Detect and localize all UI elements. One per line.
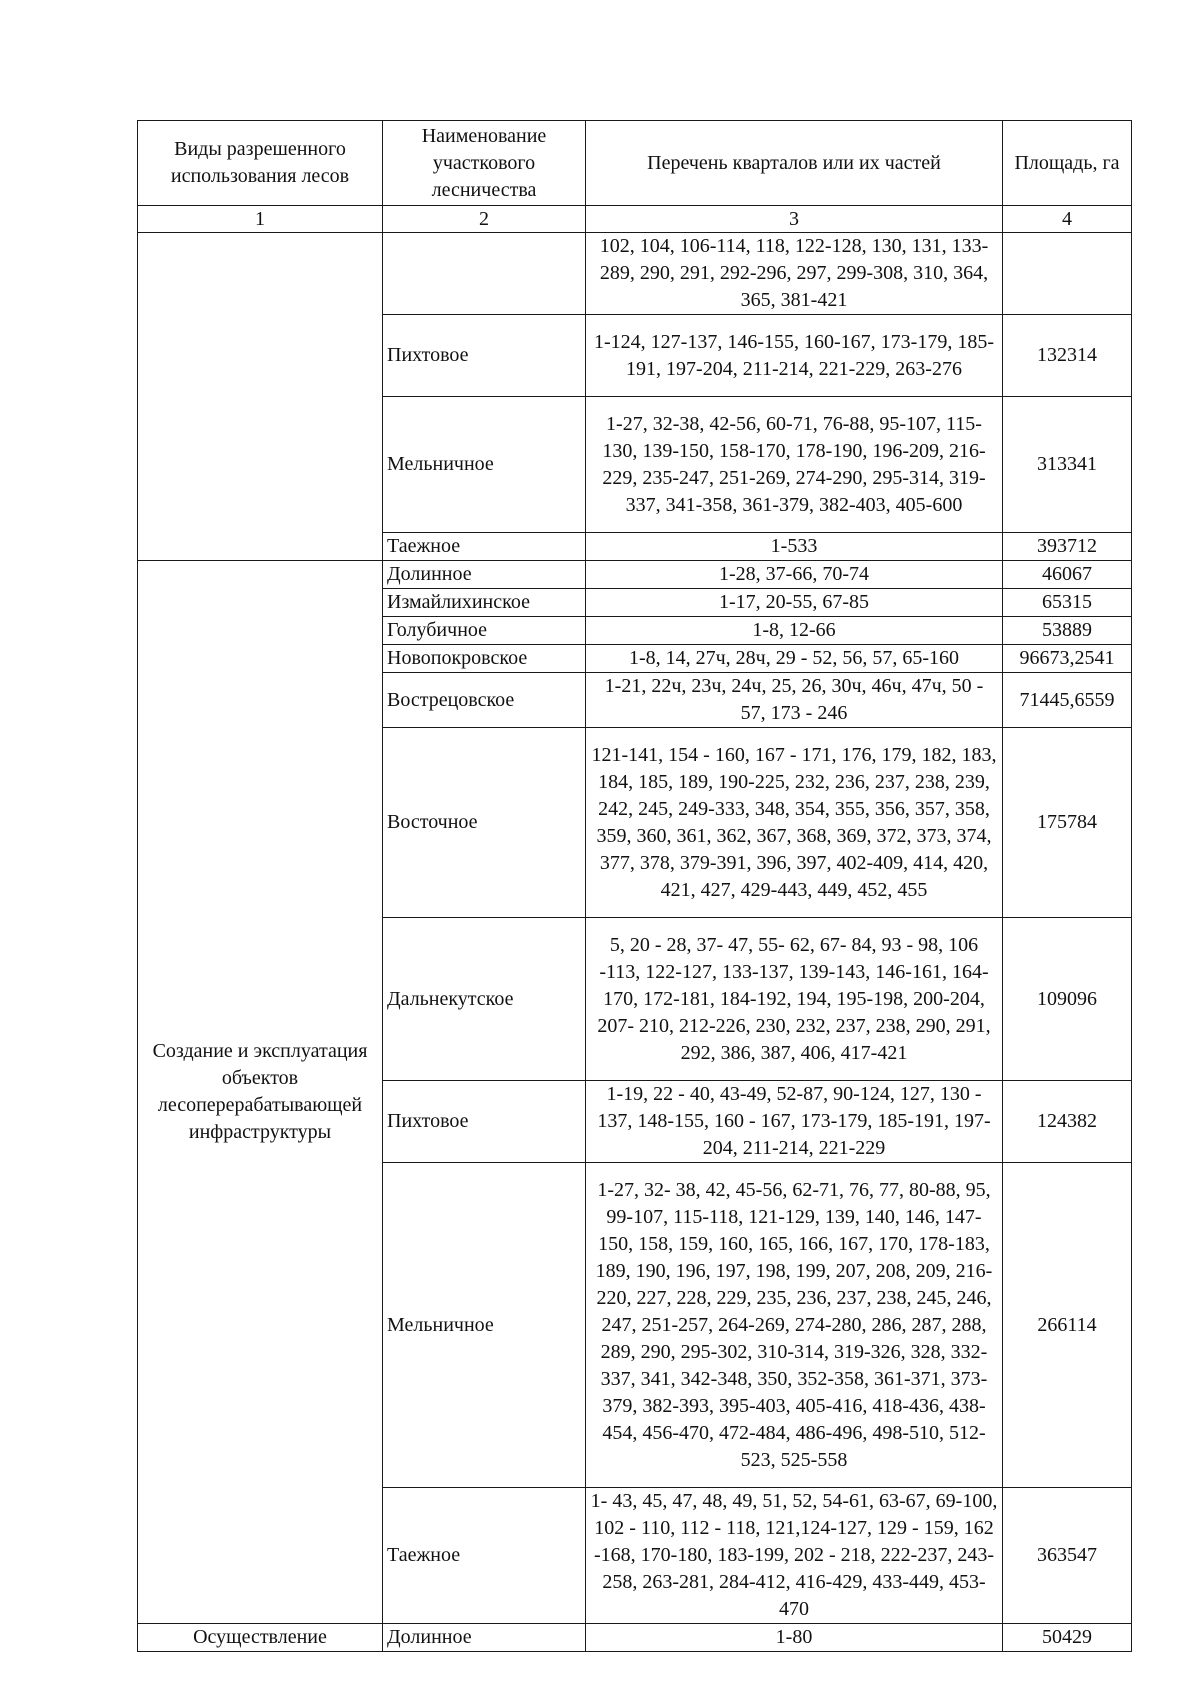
area-cell: 132314 <box>1003 315 1132 397</box>
district-cell: Мельничное <box>383 1163 586 1488</box>
area-cell <box>1003 233 1132 315</box>
quarters-cell: 1- 43, 45, 47, 48, 49, 51, 52, 54-61, 63-67, 69-100, 102 - 110, 112 - 118, 121,124-127, 129 - 159, 162 -168, 170-180, 183-199, 202 - 218, 222-237, 243-258, 263-281, 284-412, 416-429, 433-449, 453-470 <box>586 1488 1003 1624</box>
column-number: 1 <box>138 206 383 233</box>
column-number-row <box>138 206 1132 233</box>
quarters-cell: 1-21, 22ч, 23ч, 24ч, 25, 26, 30ч, 46ч, 47ч, 50 - 57, 173 - 246 <box>586 673 1003 728</box>
quarters-cell: 121-141, 154 - 160, 167 - 171, 176, 179, 182, 183, 184, 185, 189, 190-225, 232, 236, 237, 238, 239, 242, 245, 249-333, 348, 354, 355, 356, 357, 358, 359, 360, 361, 362, 367, 368, 369, 372, 373, 374, 377, 378, 379-391, 396, 397, 402-409, 414, 420, 421, 427, 429-443, 449, 452, 455 <box>586 728 1003 918</box>
area-cell: 71445,6559 <box>1003 673 1132 728</box>
column-number: 3 <box>586 206 1003 233</box>
quarters-cell: 1-27, 32-38, 42-56, 60-71, 76-88, 95-107, 115-130, 139-150, 158-170, 178-190, 196-209, 216-229, 235-247, 251-269, 274-290, 295-314, 319-337, 341-358, 361-379, 382-403, 405-600 <box>586 397 1003 533</box>
area-cell: 65315 <box>1003 589 1132 617</box>
district-cell: Измайлихинское <box>383 589 586 617</box>
header-district-name: Наименование участкового лесничества <box>383 121 586 206</box>
quarters-cell: 1-8, 12-66 <box>586 617 1003 645</box>
quarters-cell: 1-28, 37-66, 70-74 <box>586 561 1003 589</box>
usage-category-cell: Осуществление <box>138 1624 383 1652</box>
area-cell: 175784 <box>1003 728 1132 918</box>
district-cell: Мельничное <box>383 397 586 533</box>
district-cell: Дальнекутское <box>383 918 586 1081</box>
quarters-cell: 5, 20 - 28, 37- 47, 55- 62, 67- 84, 93 - 98, 106 -113, 122-127, 133-137, 139-143, 146-161, 164-170, 172-181, 184-192, 194, 195-198, 200-204, 207- 210, 212-226, 230, 232, 237, 238, 290, 291, 292, 386, 387, 406, 417-421 <box>586 918 1003 1081</box>
area-cell: 363547 <box>1003 1488 1132 1624</box>
area-cell: 109096 <box>1003 918 1132 1081</box>
quarters-cell: 1-19, 22 - 40, 43-49, 52-87, 90-124, 127, 130 - 137, 148-155, 160 - 167, 173-179, 185-191, 197-204, 211-214, 221-229 <box>586 1081 1003 1163</box>
area-cell: 266114 <box>1003 1163 1132 1488</box>
area-cell: 393712 <box>1003 533 1132 561</box>
area-cell: 53889 <box>1003 617 1132 645</box>
district-cell: Пихтовое <box>383 1081 586 1163</box>
district-cell <box>383 233 586 315</box>
district-cell: Голубичное <box>383 617 586 645</box>
quarters-cell: 1-533 <box>586 533 1003 561</box>
area-cell: 124382 <box>1003 1081 1132 1163</box>
header-usage-types: Виды разрешенного использования лесов <box>138 121 383 206</box>
area-cell: 50429 <box>1003 1624 1132 1652</box>
quarters-cell: 1-17, 20-55, 67-85 <box>586 589 1003 617</box>
header-quarters-list: Перечень кварталов или их частей <box>586 121 1003 206</box>
area-cell: 96673,2541 <box>1003 645 1132 673</box>
table-row <box>138 233 1132 315</box>
quarters-cell: 1-80 <box>586 1624 1003 1652</box>
header-row <box>138 121 1132 206</box>
area-cell: 313341 <box>1003 397 1132 533</box>
usage-category-cell: Создание и эксплуатация объектов лесоперерабатывающей инфраструктуры <box>138 561 383 1624</box>
quarters-cell: 1-124, 127-137, 146-155, 160-167, 173-179, 185-191, 197-204, 211-214, 221-229, 263-276 <box>586 315 1003 397</box>
district-cell: Долинное <box>383 561 586 589</box>
district-cell: Таежное <box>383 533 586 561</box>
usage-category-cell <box>138 233 383 561</box>
forest-quarters-table <box>137 120 1132 1652</box>
table-row <box>138 1624 1132 1652</box>
district-cell: Долинное <box>383 1624 586 1652</box>
quarters-cell: 1-27, 32- 38, 42, 45-56, 62-71, 76, 77, 80-88, 95, 99-107, 115-118, 121-129, 139, 140, 146, 147-150, 158, 159, 160, 165, 166, 167, 170, 178-183, 189, 190, 196, 197, 198, 199, 207, 208, 209, 216-220, 227, 228, 229, 235, 236, 237, 238, 245, 246, 247, 251-257, 264-269, 274-280, 286, 287, 288, 289, 290, 295-302, 310-314, 319-326, 328, 332-337, 341, 342-348, 350, 352-358, 361-371, 373-379, 382-393, 395-403, 405-416, 418-436, 438-454, 456-470, 472-484, 486-496, 498-510, 512-523, 525-558 <box>586 1163 1003 1488</box>
header-area: Площадь, га <box>1003 121 1132 206</box>
district-cell: Таежное <box>383 1488 586 1624</box>
district-cell: Восточное <box>383 728 586 918</box>
column-number: 2 <box>383 206 586 233</box>
quarters-cell: 1-8, 14, 27ч, 28ч, 29 - 52, 56, 57, 65-160 <box>586 645 1003 673</box>
district-cell: Вострецовское <box>383 673 586 728</box>
column-number: 4 <box>1003 206 1132 233</box>
area-cell: 46067 <box>1003 561 1132 589</box>
quarters-cell: 102, 104, 106-114, 118, 122-128, 130, 131, 133-289, 290, 291, 292-296, 297, 299-308, 310, 364, 365, 381-421 <box>586 233 1003 315</box>
district-cell: Пихтовое <box>383 315 586 397</box>
district-cell: Новопокровское <box>383 645 586 673</box>
table-row <box>138 561 1132 589</box>
